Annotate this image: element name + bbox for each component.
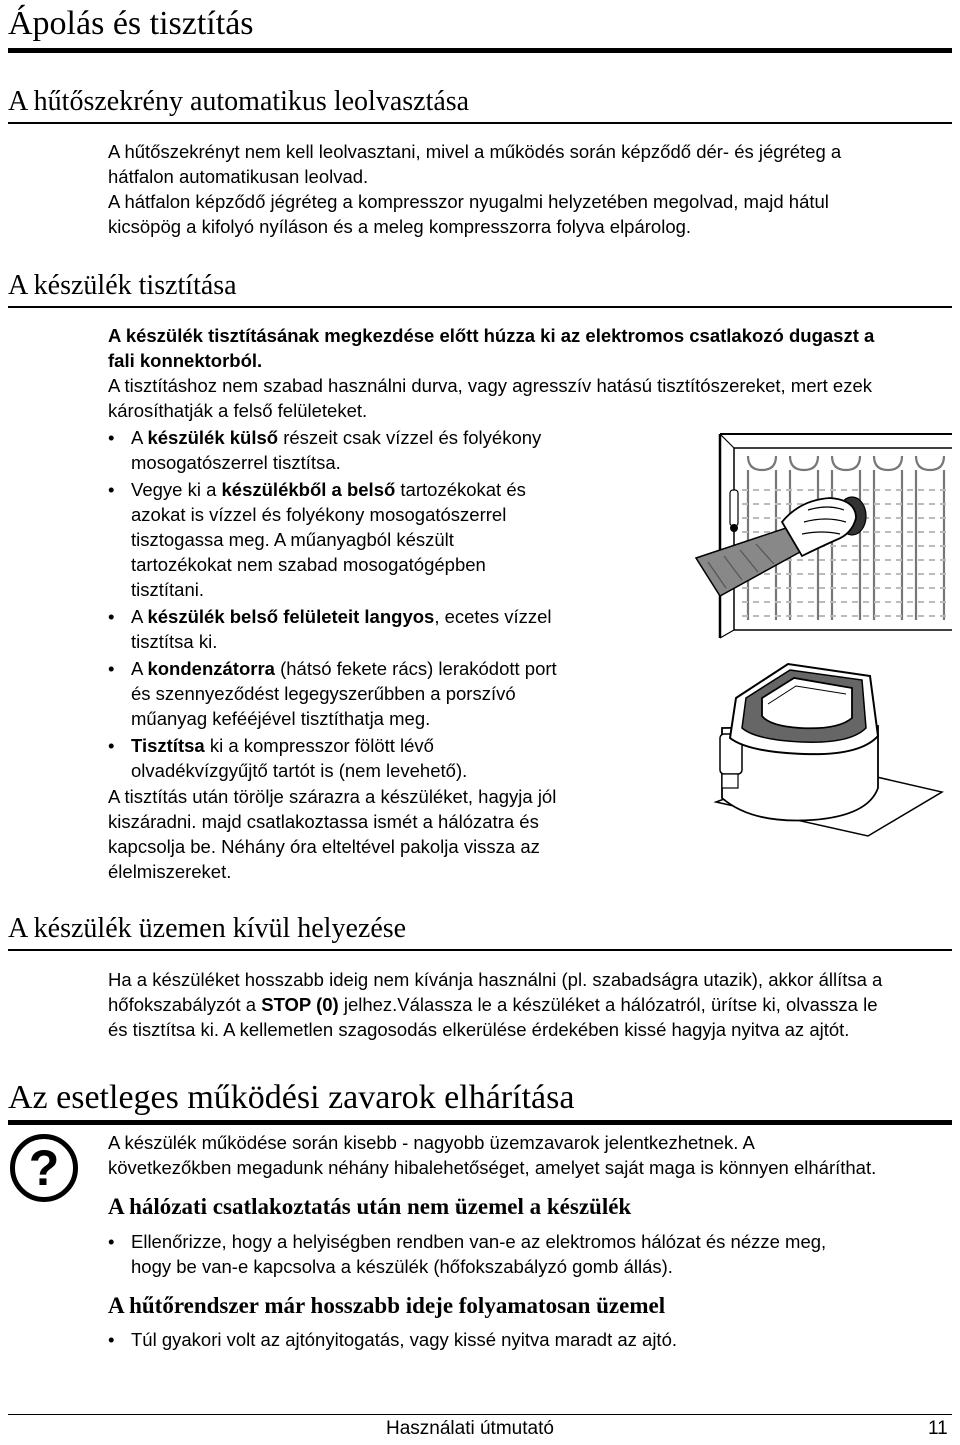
bullet-emphasis: Tisztítsa (131, 735, 205, 756)
out-of-service-line: Ha a készüléket hosszabb ideig nem kívánja használni (pl. szabadságra utazik), akkor állítsa a (108, 969, 883, 990)
problem-runs-continuously-heading: A hűtőrendszer már hosszabb ideje folyamatosan üzemel (108, 1293, 666, 1318)
bullet-dot: • (108, 606, 115, 627)
bullet-text: Túl gyakori volt az ajtónyitogatás, vagy kissé nyitva maradt az ajtó. (131, 1329, 678, 1350)
footer-rule (8, 1414, 952, 1415)
bullet-dot: • (108, 479, 115, 500)
defrost-text (108, 139, 841, 239)
bullet-text: azokat is vízzel és folyékony mosogatószerrel (131, 504, 507, 525)
troubleshoot-intro (108, 1130, 876, 1180)
bullet-text: Ellenőrizze, hogy a helyiségben rendben van-e az elektromos hálózat és nézze meg, (131, 1231, 827, 1252)
bullet-text: és szennyeződést legegyszerűbben a porszívó (131, 683, 516, 704)
bullet-text: , ecetes vízzel (434, 606, 552, 627)
closing-line: A tisztítás után törölje szárazra a készüléket, hagyja jól (108, 786, 557, 807)
footer-manual-label: Használati útmutató (386, 1418, 554, 1439)
defrost-line: kicsöpög a kifolyó nyíláson és a meleg kompresszorra folyva elpárolog. (108, 216, 692, 237)
out-of-service-line: hőfokszabályzót a (108, 994, 262, 1015)
bullet-text: tartozékokat és (395, 479, 526, 500)
bullet-text: olvadékvízgyűjtő tartót is (nem levehető). (131, 760, 468, 781)
bullet-dot: • (108, 427, 115, 448)
bullet-text: tisztogassa meg. A műanyagból készült (131, 529, 454, 550)
cleaning-rule (8, 306, 952, 308)
defrost-line: A hűtőszekrényt nem kell leolvasztani, mivel a működés során képződő dér- és jégréteg a (108, 141, 842, 162)
troubleshoot-heading: Az esetleges működési zavarok elhárítása (8, 1079, 575, 1116)
bullet-text: A (131, 606, 148, 627)
troubleshoot-rule (8, 1120, 952, 1125)
bullet-dot: • (108, 1329, 115, 1350)
cleaning-closing (108, 784, 556, 884)
page-title: Ápolás és tisztítás (8, 5, 254, 42)
bullet-dot: • (108, 1231, 115, 1252)
compressor-drip-tray-illustration (692, 646, 958, 842)
out-of-service-rule (8, 949, 952, 951)
out-of-service-line: jelhez.Válassza le a készüléket a hálózatról, ürítse ki, olvassza le (338, 994, 878, 1015)
defrost-line: hátfalon automatikusan leolvad. (108, 166, 369, 187)
bullet-text: tisztítsa ki. (131, 631, 218, 652)
question-mark-icon (10, 1134, 78, 1202)
out-of-service-heading: A készülék üzemen kívül helyezése (8, 913, 407, 944)
bullet-text: tartozékokat nem szabad mosogatógépben (131, 554, 486, 575)
troubleshoot-intro-line: A készülék működése során kisebb - nagyobb üzemzavarok jelentkezhetnek. A (108, 1132, 755, 1153)
defrost-rule (8, 122, 952, 124)
cleaning-heading: A készülék tisztítása (8, 270, 237, 301)
defrost-line: A hátfalon képződő jégréteg a kompresszor nyugalmi helyzetében megolvad, majd hátul (108, 191, 829, 212)
out-of-service-text (108, 967, 882, 1042)
troubleshoot-intro-line: következőkben megadunk néhány hibalehetőséget, amelyet saját maga is könnyen elháríthat. (108, 1157, 877, 1178)
question-mark-glyph: ? (28, 1140, 60, 1196)
out-of-service-line: és tisztítsa ki. A kellemetlen szagosodás elkerülése érdekében kissé hagyja nyitva az ajtót. (108, 1019, 850, 1040)
bullet-emphasis: készülék belső felületeit langyos (147, 606, 435, 627)
bullet-dot: • (108, 735, 115, 756)
closing-line: élelmiszereket. (108, 861, 232, 882)
bullet-text: (hátsó fekete rács) lerakódott port (274, 658, 557, 679)
title-rule (8, 48, 952, 53)
bullet-text: tisztítani. (131, 579, 204, 600)
bullet-text: A (131, 658, 148, 679)
bullet-emphasis: készülékből a belső (221, 479, 396, 500)
problem-no-power-heading: A hálózati csatlakoztatás után nem üzemel a készülék (108, 1194, 632, 1219)
bullet-emphasis: készülék külső (147, 427, 279, 448)
bullet-text: hogy be van-e kapcsolva a készülék (hőfokszabályzó gomb állás). (131, 1256, 673, 1277)
defrost-heading: A hűtőszekrény automatikus leolvasztása (8, 86, 470, 117)
stop-setting: STOP (0) (261, 994, 339, 1015)
closing-line: kiszáradni. majd csatlakoztassa ismét a hálózatra és (108, 811, 539, 832)
bullet-text: műanyag kefééjével tisztíthatja meg. (131, 708, 431, 729)
fridge-wall-cleaning-illustration (690, 430, 958, 642)
closing-line: kapcsolja be. Néhány óra elteltével pakolja vissza az (108, 836, 540, 857)
bullet-text: A (131, 427, 148, 448)
intro-line: A tisztításhoz nem szabad használni durva, vagy agresszív hatású tisztítószereket, mert ezek (108, 375, 873, 396)
warning-line: fali konnektorból. (108, 350, 263, 371)
bullet-text: Vegye ki a (131, 479, 222, 500)
bullet-emphasis: kondenzátorra (147, 658, 275, 679)
bullet-dot: • (108, 658, 115, 679)
footer-page-number: 11 (928, 1418, 948, 1439)
intro-line: károsíthatják a felső felületeket. (108, 400, 368, 421)
bullet-text: ki a kompresszor fölött lévő (204, 735, 434, 756)
cleaning-warning (108, 323, 874, 373)
cleaning-intro (108, 373, 872, 423)
bullet-text: részeit csak vízzel és folyékony (278, 427, 542, 448)
bullet-text: mosogatószerrel tisztítsa. (131, 452, 341, 473)
warning-line: A készülék tisztításának megkezdése előtt húzza ki az elektromos csatlakozó dugaszt a (108, 325, 875, 346)
